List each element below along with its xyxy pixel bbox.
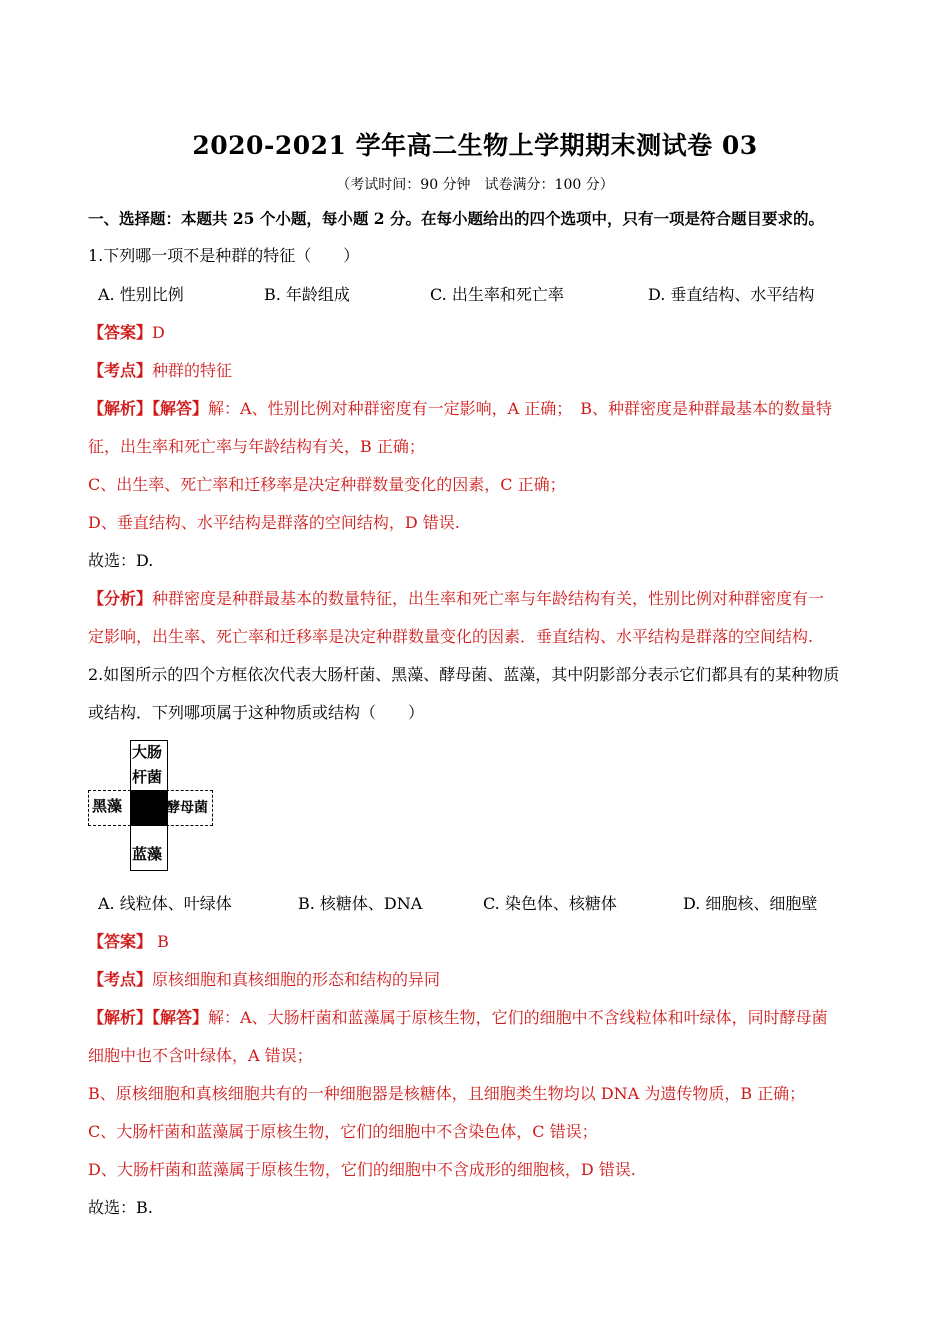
label-ecoli-1: 大肠 — [132, 743, 163, 761]
q2-analysis-line: C、大肠杆菌和蓝藻属于原核生物，它们的细胞中不含染色体，C 错误； — [88, 1122, 598, 1141]
label-lanzao: 蓝藻 — [132, 845, 163, 863]
analysis-tag: 【解析】【解答】 — [88, 1008, 209, 1027]
kp-tag: 【考点】 — [88, 970, 153, 989]
q1-option-b: B. 年龄组成 — [264, 285, 350, 304]
answer-tag: 【答案】 — [88, 932, 153, 951]
q1-option-a: A. 性别比例 — [98, 285, 184, 304]
q2-option-b: B. 核糖体、DNA — [298, 894, 423, 913]
q1-analysis-line — [88, 398, 832, 420]
answer-tag: 【答案】 — [88, 323, 153, 342]
label-heizao: 黑藻 — [92, 797, 123, 815]
shaded-overlap — [130, 790, 168, 826]
q1-analysis-line: 征，出生率和死亡率与年龄结构有关，B 正确； — [88, 437, 425, 456]
fenxi-text: 种群密度是种群最基本的数量特征，出生率和死亡率与年龄结构有关，性别比例对种群密度有一 — [152, 589, 825, 608]
kp-value: 原核细胞和真核细胞的形态和结构的异同 — [152, 970, 441, 989]
analysis-text: 解：A、性别比例对种群密度有一定影响，A 正确； B、种群密度是种群最基本的数量特 — [208, 399, 832, 418]
q2-answer — [88, 931, 169, 953]
q1-analysis-line: C、出生率、死亡率和迁移率是决定种群数量变化的因素，C 正确； — [88, 475, 566, 494]
q2-option-d: D. 细胞核、细胞壁 — [683, 894, 818, 913]
q2-analysis-line — [88, 1007, 828, 1029]
q1-option-d: D. 垂直结构、水平结构 — [648, 285, 815, 304]
q2-knowledge-point — [88, 969, 440, 991]
q1-fenxi-line: 定影响，出生率、死亡率和迁移率是决定种群数量变化的因素．垂直结构、水平结构是群落的空间结构. — [88, 627, 814, 646]
q2-choice: 故选：B. — [88, 1198, 153, 1217]
kp-tag: 【考点】 — [88, 361, 153, 380]
page-title: 2020-2021 学年高二生物上学期期末测试卷 03 — [192, 131, 758, 160]
answer-value: D — [152, 323, 165, 342]
q2-analysis-line: 细胞中也不含叶绿体，A 错误； — [88, 1046, 313, 1065]
q1-analysis-line: D、垂直结构、水平结构是群落的空间结构，D 错误. — [88, 513, 460, 532]
q2-analysis-line: B、原核细胞和真核细胞共有的一种细胞器是核糖体，且细胞类生物均以 DNA 为遗传物质，B 正确； — [88, 1084, 806, 1103]
q2-option-c: C. 染色体、核糖体 — [483, 894, 617, 913]
overlap-diagram — [88, 740, 218, 875]
q1-option-c: C. 出生率和死亡率 — [430, 285, 564, 304]
q2-analysis-line: D、大肠杆菌和蓝藻属于原核生物，它们的细胞中不含成形的细胞核，D 错误. — [88, 1160, 636, 1179]
q1-choice: 故选：D. — [88, 551, 154, 570]
section-heading: 一、选择题：本题共 25 个小题，每小题 2 分。在每小题给出的四个选项中，只有一项是符合题目要求的。 — [88, 209, 824, 228]
q2-stem: 或结构．下列哪项属于这种物质或结构（ ） — [88, 703, 425, 722]
q1-fenxi-line — [88, 588, 824, 610]
q2-option-a: A. 线粒体、叶绿体 — [98, 894, 232, 913]
label-ecoli-2: 杆菌 — [132, 768, 163, 786]
label-yeast: 酵母菌 — [166, 800, 208, 816]
q1-answer — [88, 322, 165, 344]
answer-value: B — [152, 932, 169, 951]
fenxi-tag: 【分析】 — [88, 589, 153, 608]
kp-value: 种群的特征 — [152, 361, 233, 380]
q1-stem: 1.下列哪一项不是种群的特征（ ） — [88, 246, 360, 265]
analysis-tag: 【解析】【解答】 — [88, 399, 209, 418]
analysis-text: 解：A、大肠杆菌和蓝藻属于原核生物，它们的细胞中不含线粒体和叶绿体，同时酵母菌 — [208, 1008, 828, 1027]
exam-info: （考试时间：90 分钟 试卷满分：100 分） — [336, 177, 614, 193]
q2-stem: 2.如图所示的四个方框依次代表大肠杆菌、黑藻、酵母菌、蓝藻，其中阴影部分表示它们都具有的某种物质 — [88, 665, 840, 684]
q1-knowledge-point — [88, 360, 232, 382]
